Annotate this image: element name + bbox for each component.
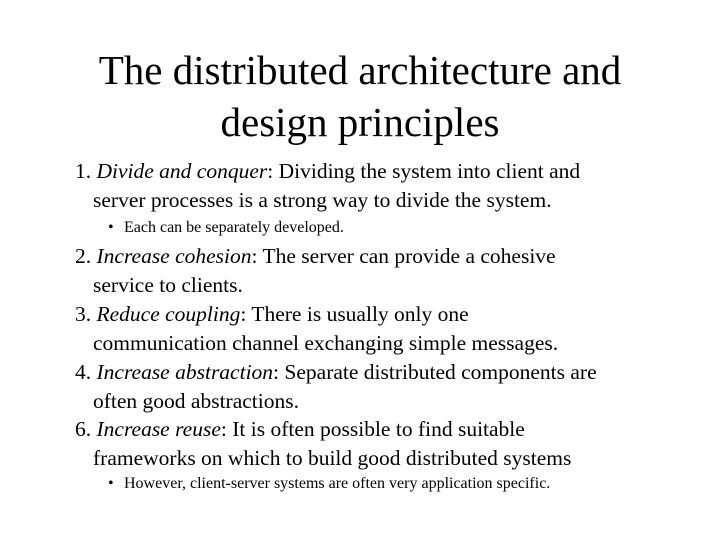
principle-text: : It is often possible to find suitable: [220, 417, 525, 441]
principle-term: Increase cohesion: [96, 244, 252, 268]
item-number: 1.: [75, 159, 92, 183]
principle-term: Increase reuse: [96, 417, 221, 441]
principle-text: : Separate distributed components are: [273, 360, 597, 384]
principle-text: : Dividing the system into client and: [267, 159, 581, 183]
item-number: 6.: [75, 417, 92, 441]
principle-term: Increase abstraction: [96, 360, 274, 384]
item-number: 3.: [75, 302, 92, 326]
bullet-icon: •: [108, 219, 114, 236]
principle-item-2-line-1: [75, 242, 653, 271]
principle-item-3-line-1: [75, 300, 653, 329]
principle-item-3: [75, 300, 653, 358]
sub-bullet-2: [108, 474, 550, 494]
principle-text: : The server can provide a cohesive: [251, 244, 556, 268]
principle-item-6-line-1: [75, 415, 653, 444]
principle-item-1: [75, 157, 653, 215]
principle-item-4: [75, 358, 653, 416]
principle-term: Divide and conquer: [96, 159, 268, 183]
principle-item-6-line-2: frameworks on which to build good distributed systems: [93, 446, 572, 470]
principle-item-3-line-2: communication channel exchanging simple messages.: [93, 331, 559, 355]
principle-item-1-line-1: [75, 157, 653, 186]
item-number: 4.: [75, 360, 92, 384]
sub-bullet-text: Each can be separately developed.: [124, 219, 344, 236]
principle-term: Reduce coupling: [96, 302, 241, 326]
principle-item-4-line-1: [75, 358, 653, 387]
sub-bullet-text: However, client-server systems are often very application specific.: [124, 475, 551, 492]
principle-item-2: [75, 242, 653, 300]
item-number: 2.: [75, 244, 92, 268]
principle-item-2-line-2: service to clients.: [93, 273, 243, 297]
slide-title-line-1: The distributed architecture and: [98, 47, 622, 93]
slide-title-line-2: design principles: [220, 99, 500, 145]
sub-bullet-1: [108, 218, 344, 238]
bullet-icon: •: [108, 475, 114, 492]
principle-item-1-line-2: server processes is a strong way to divide the system.: [93, 188, 552, 212]
principle-item-6: [75, 415, 653, 473]
principle-text: : There is usually only one: [240, 302, 469, 326]
principle-item-4-line-2: often good abstractions.: [93, 389, 299, 413]
